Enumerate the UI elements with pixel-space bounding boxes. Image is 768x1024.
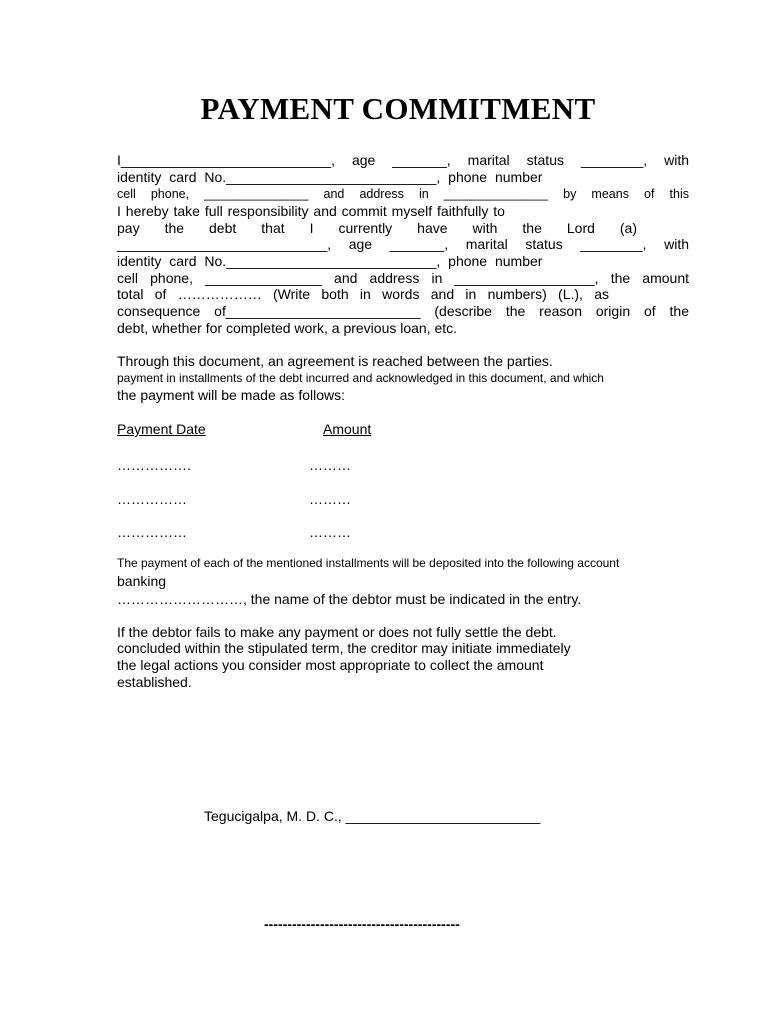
parties-line-9: total of ……………… (Write both in words and in numbers) (L.), as xyxy=(117,286,609,302)
parties-line-3: cell phone, _______________ and address in _______________ by means of this xyxy=(117,187,689,201)
amount-header: Amount xyxy=(323,421,372,437)
default-line-1: If the debtor fails to make any payment or does not fully settle the debt. xyxy=(117,624,557,640)
schedule-row-3-amount: ……… xyxy=(309,524,351,540)
schedule-row-2-date: …………… xyxy=(117,491,187,507)
parties-line-11: debt, whether for completed work, a previous loan, etc. xyxy=(117,320,458,336)
parties-line-7: identity card No.___________________________, phone number xyxy=(117,253,543,269)
parties-line-1: I___________________________, age _______, marital status ________, with xyxy=(117,152,689,168)
parties-line-2: identity card No.___________________________, phone number xyxy=(117,169,543,185)
schedule-row-1-date: ……………. xyxy=(117,457,191,473)
parties-line-10: consequence of_________________________ (describe the reason origin of the xyxy=(117,303,689,319)
schedule-row-1-amount: ……… xyxy=(309,457,351,473)
agreement-line-3: the payment will be made as follows: xyxy=(117,387,345,403)
deposit-line-1: The payment of each of the mentioned installments will be deposited into the following account xyxy=(117,556,620,570)
parties-line-5: pay the debt that I currently have with the Lord (a) xyxy=(117,220,637,236)
signature-line: ------------------------------------------ xyxy=(264,916,460,932)
deposit-line-2: banking xyxy=(117,573,167,589)
deposit-line-3: ………………………, the name of the debtor must be indicated in the entry. xyxy=(117,591,582,607)
parties-line-4: I hereby take full responsibility and commit myself faithfully to xyxy=(117,203,505,219)
default-line-4: established. xyxy=(117,674,192,690)
agreement-line-2: payment in installments of the debt incurred and acknowledged in this document, and which xyxy=(117,371,604,385)
parties-line-8: cell phone, _______________ and address in __________________, the amount xyxy=(117,270,689,286)
document-title: PAYMENT COMMITMENT xyxy=(200,91,596,126)
default-line-3: the legal actions you consider most appropriate to collect the amount xyxy=(117,657,544,673)
parties-line-6: ___________________________, age _______, marital status ________, with xyxy=(117,236,689,252)
schedule-row-2-amount: ……… xyxy=(309,491,351,507)
place-date-line: Tegucigalpa, M. D. C., _________________________ xyxy=(204,808,541,824)
schedule-row-3-date: …………… xyxy=(117,524,187,540)
payment-date-header: Payment Date xyxy=(117,421,206,437)
agreement-line-1: Through this document, an agreement is reached between the parties. xyxy=(117,353,553,369)
default-line-2: concluded within the stipulated term, the creditor may initiate immediately xyxy=(117,640,571,656)
